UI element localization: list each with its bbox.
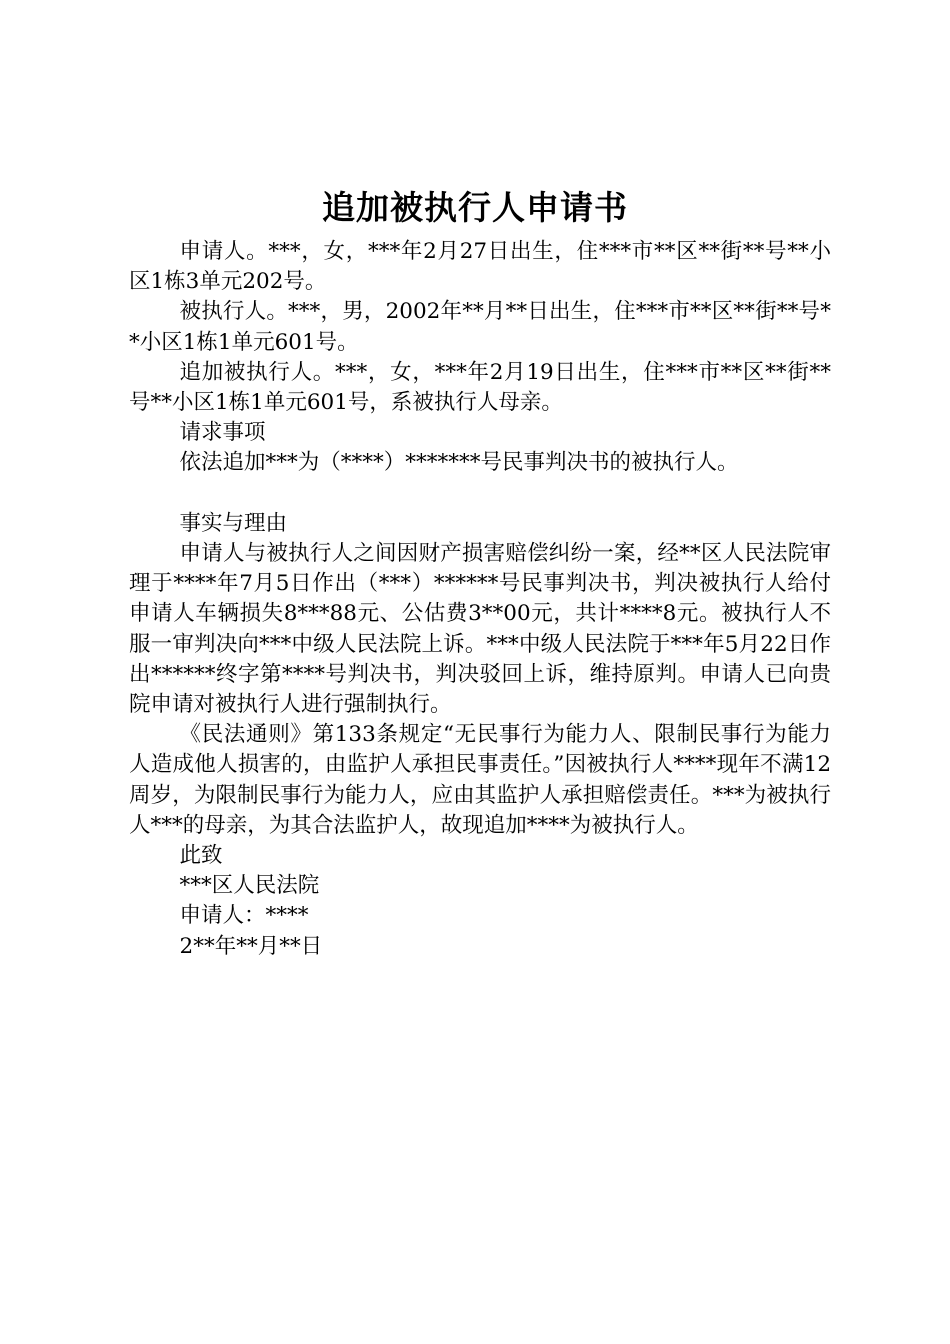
facts-heading: 事实与理由 bbox=[179, 510, 288, 536]
document-title: 追加被执行人申请书 bbox=[322, 188, 628, 227]
signature-line: 申请人：**** bbox=[179, 903, 309, 929]
blank-line bbox=[129, 479, 831, 509]
additional-respondent-paragraph: 追加被执行人。***，女，***年2月19日出生，住***市**区**街**号**小区1栋1单元601号，系被执行人母亲。 bbox=[129, 359, 831, 416]
facts-paragraph: 申请人与被执行人之间因财产损害赔偿纠纷一案，经**区人民法院审理于****年7月5日作出（***）******号民事判决书，判决被执行人给付申请人车辆损失8***88元、公估费3**00元，共计****8元。被执行人不服一审判决向***中级人民法院上诉。***中级人民法院于***年5月22日作出******终字第****号判决书，判决驳回上诉，维持原判。申请人已向贵院申请对被执行人进行强制执行。 bbox=[129, 541, 831, 718]
claims-paragraph: 依法追加***为（****）*******号民事判决书的被执行人。 bbox=[179, 450, 739, 476]
legal-basis-paragraph: 《民法通则》第133条规定“无民事行为能力人、限制民事行为能力人造成他人损害的，由监护人承担民事责任。”因被执行人****现年不满12周岁，为限制民事行为能力人，应由其监护人承担赔偿责任。***为被执行人***的母亲，为其合法监护人，故现追加****为被执行人。 bbox=[129, 722, 831, 838]
claims-heading: 请求事项 bbox=[179, 420, 266, 446]
salutation: 此致 bbox=[179, 843, 223, 869]
respondent-paragraph: 被执行人。***，男，2002年**月**日出生，住***市**区**街**号**小区1栋1单元601号。 bbox=[129, 299, 831, 355]
document-body bbox=[129, 237, 831, 962]
date-line: 2**年**月**日 bbox=[179, 933, 323, 959]
applicant-paragraph: 申请人。***，女，***年2月27日出生，住***市**区**街**号**小区1栋3单元202号。 bbox=[129, 239, 831, 295]
court-name: ***区人民法院 bbox=[179, 873, 320, 899]
